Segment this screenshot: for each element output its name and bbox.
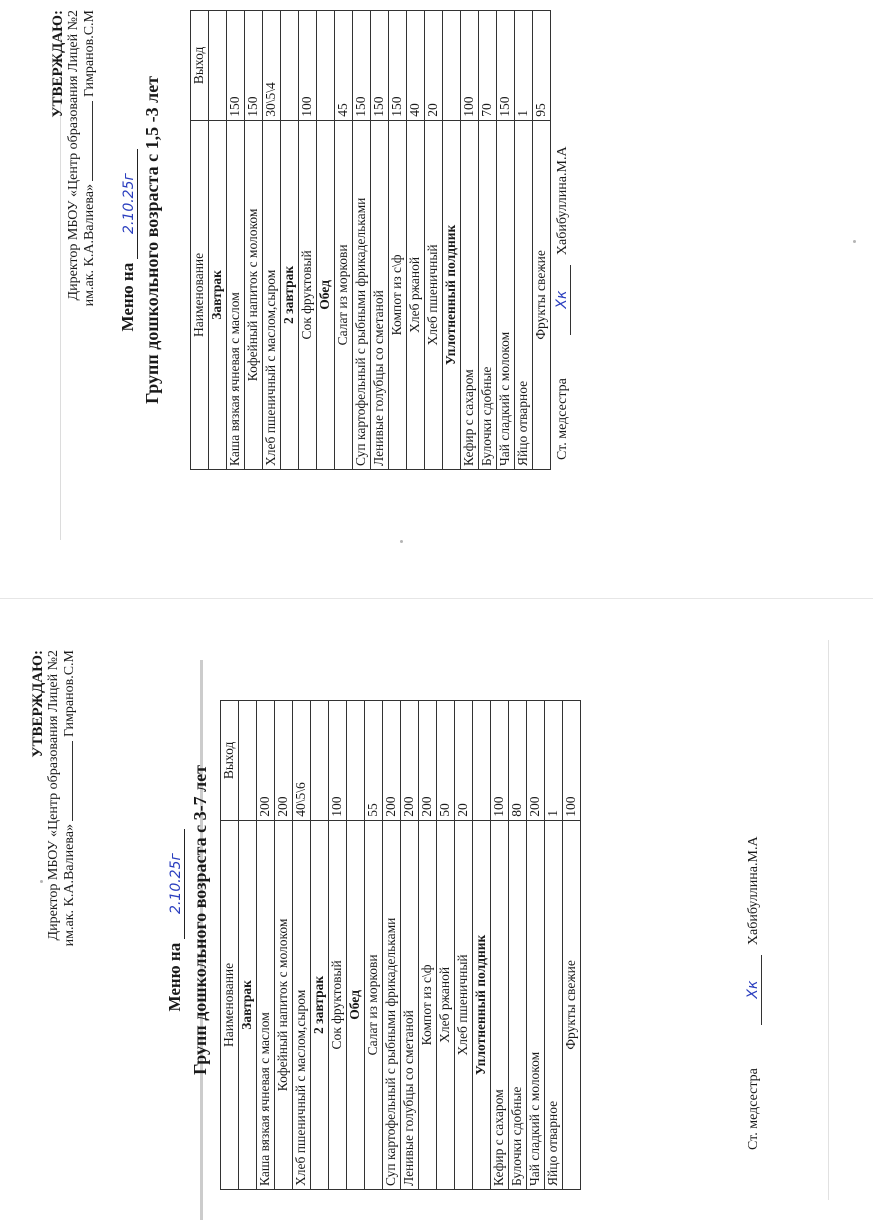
menu-prefix: Меню на [165,942,184,1012]
menu-item-row [275,701,293,1190]
menu-item-name: Кофейный напиток с молоком [245,120,263,469]
menu-item-output: 1 [545,701,563,821]
approval-line1: Директор МБОУ «Центр образования Лицей №2 [66,10,81,301]
nurse-name: Хабибуллина.М.А [555,146,570,256]
menu-item-row [437,701,455,1190]
menu-item-output: 1 [515,11,533,121]
menu-item-row [545,701,563,1190]
nurse-label: Ст. медсестра [555,378,570,460]
menu-item-output: 100 [329,701,347,821]
menu-item-row [299,11,317,470]
menu-item-row [425,11,443,470]
menu-item-row [497,11,515,470]
menu-item-name: Суп картофельный с рыбными фрикадельками [383,820,401,1189]
menu-item-row [509,701,527,1190]
menu-item-name: Каша вязкая ячневая с маслом [257,820,275,1189]
menu-item-row [533,11,551,470]
menu-item-row [515,11,533,470]
menu-item-name: Салат из моркови [335,120,353,469]
header-name: Наименование [191,120,209,469]
header-output: Выход [191,11,209,121]
menu-item-output: 40 [407,11,425,121]
scan-speck [400,540,403,543]
menu-item-output: 40\5\6 [293,701,311,821]
menu-item-row [245,11,263,470]
signature-line [92,101,93,181]
approval-line2-right: Гимранов.С.М [62,650,77,738]
menu-title [165,650,185,1190]
menu-item-row [461,11,479,470]
menu-item-row [329,701,347,1190]
section-output-empty [281,11,299,121]
section-output-empty [209,11,227,121]
approval-block [50,10,98,430]
menu-item-name: Ленивые голубцы со сметаной [401,820,419,1189]
menu-item-output: 200 [527,701,545,821]
menu-sheet-preschool [30,650,830,1190]
menu-item-name: Каша вязкая ячневая с маслом [227,120,245,469]
menu-item-row [527,701,545,1190]
approval-line2-left: им.ак. К.А.Валиева» [82,184,97,307]
section-row [443,11,461,470]
menu-item-output: 150 [497,11,515,121]
menu-item-output: 100 [461,11,479,121]
menu-table [220,700,581,1190]
menu-item-name: Хлеб ржаной [407,120,425,469]
menu-item-name: Хлеб пшеничный [425,120,443,469]
menu-item-row [563,701,581,1190]
menu-item-name: Компот из с\ф [419,820,437,1189]
menu-item-output: 150 [389,11,407,121]
header-name: Наименование [221,820,239,1189]
table-header-row [191,11,209,470]
table-header-row [221,701,239,1190]
menu-item-output: 150 [245,11,263,121]
menu-item-name: Яйцо отварное [515,120,533,469]
nurse-signature-block [745,836,762,1150]
menu-item-output: 150 [353,11,371,121]
menu-item-row [455,701,473,1190]
menu-item-name: Чай сладкий с молоком [497,120,515,469]
menu-item-output: 200 [383,701,401,821]
section-output-empty [239,701,257,821]
menu-item-name: Хлеб пшеничный с маслом,сыром [263,120,281,469]
menu-item-name: Кефир с сахаром [461,120,479,469]
section-title: 2 завтрак [311,820,329,1189]
menu-item-output: 95 [533,11,551,121]
menu-item-output: 100 [563,701,581,821]
menu-item-row [257,701,275,1190]
menu-item-name: Кофейный напиток с молоком [275,820,293,1189]
menu-item-output: 80 [509,701,527,821]
approval-line2 [62,650,78,1070]
menu-item-output: 100 [491,701,509,821]
menu-item-row [371,11,389,470]
menu-item-output: 20 [455,701,473,821]
menu-item-row [293,701,311,1190]
nurse-signature-block [554,146,571,460]
nurse-signature: Хк [554,265,571,335]
approval-line2-left: им.ак. К.А.Валиева» [62,824,77,947]
menu-item-output: 100 [299,11,317,121]
approval-line2-right: Гимранов.С.М [82,10,97,98]
section-row [347,701,365,1190]
section-row [209,11,227,470]
section-output-empty [473,701,491,821]
menu-item-name: Хлеб ржаной [437,820,455,1189]
menu-item-name: Ленивые голубцы со сметаной [371,120,389,469]
approval-heading: УТВЕРЖДАЮ: [50,10,66,118]
section-title: Завтрак [209,120,227,469]
menu-item-name: Хлеб пшеничный с маслом,сыром [293,820,311,1189]
approval-block [30,650,78,1070]
menu-item-row [401,701,419,1190]
menu-item-output: 150 [371,11,389,121]
approval-line2 [82,10,98,430]
menu-item-output: 30\5\4 [263,11,281,121]
menu-item-output: 200 [401,701,419,821]
section-title: Обед [347,820,365,1189]
menu-item-name: Компот из с\ф [389,120,407,469]
menu-item-name: Яйцо отварное [545,820,563,1189]
menu-item-row [365,701,383,1190]
menu-item-row [263,11,281,470]
menu-item-output: 200 [419,701,437,821]
section-output-empty [317,11,335,121]
menu-item-output: 20 [425,11,443,121]
menu-sheet-toddlers [50,10,840,470]
section-output-empty [347,701,365,821]
header-output: Выход [221,701,239,821]
scan-speck [853,240,856,243]
menu-title [118,10,138,470]
nurse-label: Ст. медсестра [746,1068,761,1150]
approval-heading: УТВЕРЖДАЮ: [30,650,46,758]
nurse-signature: Хк [745,955,762,1025]
menu-item-row [389,11,407,470]
menu-item-output: 150 [227,11,245,121]
menu-item-name: Фрукты свежие [563,820,581,1189]
signature-line [72,741,73,821]
section-output-empty [443,11,461,121]
section-row [239,701,257,1190]
menu-item-row [491,701,509,1190]
menu-item-name: Кефир с сахаром [491,820,509,1189]
menu-item-output: 45 [335,11,353,121]
group-title: Групп дошкольного возраста с 1,5 -3 лет [142,75,162,405]
menu-item-row [335,11,353,470]
menu-item-row [383,701,401,1190]
menu-item-row [407,11,425,470]
approval-line1: Директор МБОУ «Центр образования Лицей №2 [46,650,61,941]
menu-item-row [353,11,371,470]
menu-item-name: Хлеб пшеничный [455,820,473,1189]
menu-item-output: 200 [275,701,293,821]
section-title: Завтрак [239,820,257,1189]
section-output-empty [311,701,329,821]
section-title: Уплотненный полдник [443,120,461,469]
menu-date: 2.10.25г [168,829,185,939]
section-row [311,701,329,1190]
section-row [281,11,299,470]
menu-table [190,10,551,470]
menu-item-row [419,701,437,1190]
section-title: Уплотненный полдник [473,820,491,1189]
menu-item-output: 50 [437,701,455,821]
menu-item-name: Сок фруктовый [299,120,317,469]
menu-item-output: 55 [365,701,383,821]
menu-item-name: Чай сладкий с молоком [527,820,545,1189]
menu-date: 2.10.25г [121,149,138,259]
menu-item-name: Салат из моркови [365,820,383,1189]
menu-prefix: Меню на [118,262,137,332]
menu-item-name: Суп картофельный с рыбными фрикадельками [353,120,371,469]
menu-item-name: Сок фруктовый [329,820,347,1189]
nurse-name: Хабибуллина.М.А [746,836,761,946]
section-title: Обед [317,120,335,469]
menu-item-name: Фрукты свежие [533,120,551,469]
menu-item-name: Булочки сдобные [479,120,497,469]
menu-item-output: 200 [257,701,275,821]
menu-item-name: Булочки сдобные [509,820,527,1189]
menu-item-row [479,11,497,470]
menu-item-output: 70 [479,11,497,121]
section-title: 2 завтрак [281,120,299,469]
section-row [317,11,335,470]
scan-fold-line [0,598,873,599]
section-row [473,701,491,1190]
group-title: Групп дошкольного возраста с 3-7 лет [190,764,210,1076]
menu-item-row [227,11,245,470]
